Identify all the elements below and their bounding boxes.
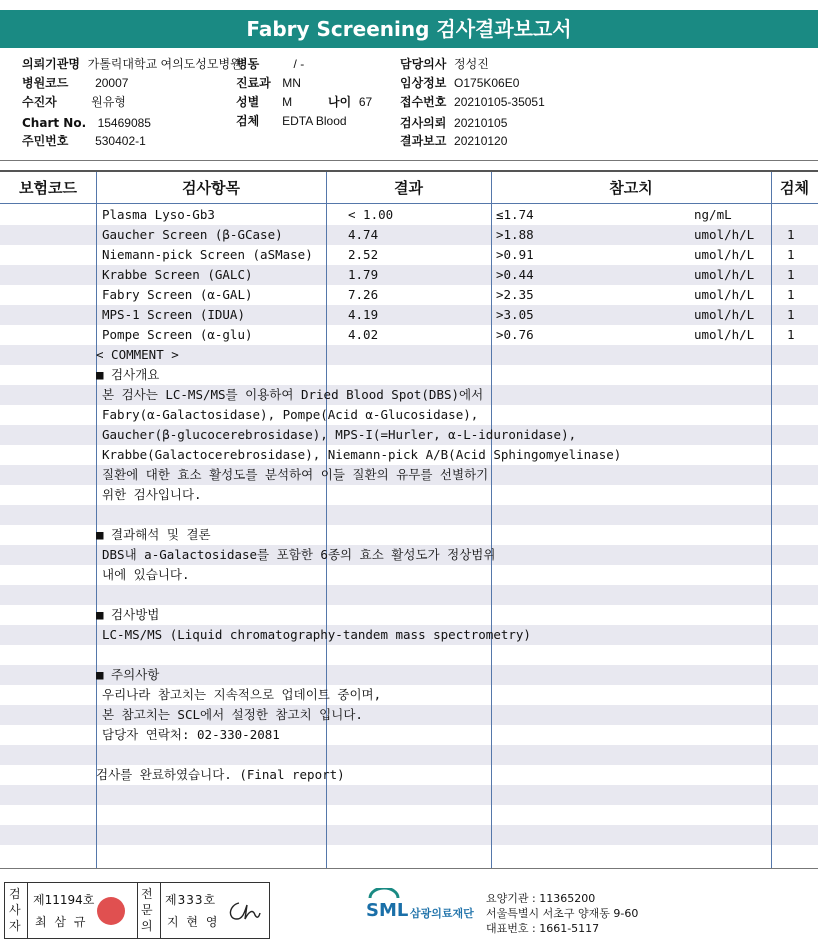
sig2-license-no: 제333호 [165, 893, 217, 907]
header-bottom-border [0, 203, 818, 204]
table-bottom-border [0, 868, 818, 869]
specimen-cell: 1 [787, 247, 795, 262]
sig2-label: 전문의 [141, 887, 153, 933]
comment-line: ■ 검사개요 [96, 367, 160, 382]
sig1-label: 검사자 [9, 887, 21, 933]
unit-cell: umol/h/L [694, 227, 755, 242]
request-date-row: 검사의뢰 20210105 [400, 116, 508, 130]
divider [0, 160, 818, 161]
doctor-row: 담당의사 정성진 [400, 57, 489, 71]
result-cell: < 1.00 [348, 207, 394, 222]
col-header-specimen: 검체 [780, 179, 809, 197]
comment-line: 본 참고치는 SCL에서 설정한 참고치 입니다. [102, 707, 363, 722]
row-stripe [0, 825, 818, 845]
org-abbreviation: SML [366, 900, 409, 921]
sig2-name: 지 현 영 [167, 915, 220, 929]
comment-line: Fabry(α-Galactosidase), Pompe(Acid α-Glucosidase), [102, 407, 479, 422]
signature-icon [225, 897, 261, 925]
specimen-cell: 1 [787, 227, 795, 242]
col-header-reference: 참고치 [609, 179, 653, 197]
comment-line: 우리나라 참고치는 지속적으로 업데이트 중이며, [102, 687, 382, 702]
comment-line: Gaucher(β-glucocerebrosidase), MPS-I(=Hurler, α-L-iduronidase), [102, 427, 577, 442]
result-cell: 4.19 [348, 307, 379, 322]
seal-stamp-icon [97, 897, 125, 925]
comment-line: 검사를 완료하였습니다. (Final report) [96, 767, 345, 782]
comment-line: DBS내 a-Galactosidase를 포함한 6종의 효소 활성도가 정상범위 [102, 547, 496, 562]
department-row: 진료과 MN [236, 76, 301, 90]
specimen-cell: 1 [787, 287, 795, 302]
comment-line: 담당자 연락처: 02-330-2081 [102, 727, 280, 742]
col-header-insurance-code: 보험코드 [19, 179, 77, 197]
reference-cell: >0.44 [496, 267, 534, 282]
reference-cell: ≤1.74 [496, 207, 534, 222]
phone: 대표번호 : 1661-5117 [486, 922, 600, 935]
comment-line: 질환에 대한 효소 활성도를 분석하여 이들 질환의 유무를 선별하기 [102, 467, 489, 482]
comment-line: 위한 검사입니다. [102, 487, 202, 502]
row-stripe [0, 805, 818, 825]
comment-line: ■ 검사방법 [96, 607, 160, 622]
row-stripe [0, 505, 818, 525]
report-title: Fabry Screening 검사결과보고서 [0, 10, 818, 48]
test-item-cell: Pompe Screen (α-glu) [102, 327, 253, 342]
age-row: 나이 67 [328, 95, 373, 109]
reference-cell: >3.05 [496, 307, 534, 322]
org-name: 삼광의료재단 [410, 907, 474, 920]
comment-line: < COMMENT > [96, 347, 179, 362]
comment-line: 내에 있습니다. [102, 567, 190, 582]
patient-name-row: 수진자 원유형 [22, 95, 126, 109]
unit-cell: ng/mL [694, 207, 732, 222]
unit-cell: umol/h/L [694, 287, 755, 302]
resident-no-row: 주민번호 530402-1 [22, 134, 146, 148]
specimen-row: 검체 EDTA Blood [236, 114, 347, 128]
test-item-cell: Gaucher Screen (β-GCase) [102, 227, 283, 242]
col-divider [96, 172, 97, 868]
result-cell: 7.26 [348, 287, 379, 302]
test-item-cell: Niemann-pick Screen (aSMase) [102, 247, 313, 262]
table-top-border [0, 170, 818, 172]
comment-line: ■ 결과해석 및 결론 [96, 527, 211, 542]
comment-line: ■ 주의사항 [96, 667, 160, 682]
hospital-code-row: 병원코드 20007 [22, 76, 129, 90]
reference-cell: >2.35 [496, 287, 534, 302]
col-divider [771, 172, 772, 868]
result-cell: 1.79 [348, 267, 379, 282]
chart-no-row: Chart No. 15469085 [22, 116, 151, 130]
sig1-license-no: 제11194호 [33, 893, 95, 907]
specimen-cell: 1 [787, 307, 795, 322]
reference-cell: >0.76 [496, 327, 534, 342]
address: 서울특별시 서초구 양재동 9-60 [486, 907, 639, 920]
test-item-cell: Krabbe Screen (GALC) [102, 267, 253, 282]
clinical-info-row: 임상정보 O175K06E0 [400, 76, 520, 90]
row-stripe [0, 645, 818, 665]
row-stripe [0, 785, 818, 805]
test-item-cell: Fabry Screen (α-GAL) [102, 287, 253, 302]
result-cell: 4.02 [348, 327, 379, 342]
report-date-row: 결과보고 20210120 [400, 134, 508, 148]
row-stripe [0, 585, 818, 605]
test-item-cell: Plasma Lyso-Gb3 [102, 207, 215, 222]
unit-cell: umol/h/L [694, 267, 755, 282]
reference-cell: >0.91 [496, 247, 534, 262]
row-stripe [0, 845, 818, 865]
ward-row: 병동 / - [236, 57, 305, 71]
col-header-result: 결과 [394, 179, 423, 197]
receipt-no-row: 접수번호 20210105-35051 [400, 95, 545, 109]
hospital-name-row: 의뢰기관명 가톨릭대학교 여의도성모병원 [22, 57, 242, 71]
comment-line: Krabbe(Galactocerebrosidase), Niemann-pick A/B(Acid Sphingomyelinase) [102, 447, 622, 462]
specimen-cell: 1 [787, 267, 795, 282]
comment-line: 본 검사는 LC-MS/MS를 이용하여 Dried Blood Spot(DBS)에서 [102, 387, 484, 402]
unit-cell: umol/h/L [694, 307, 755, 322]
sig1-name: 최 삼 규 [35, 915, 88, 929]
row-stripe [0, 745, 818, 765]
specimen-cell: 1 [787, 327, 795, 342]
result-cell: 2.52 [348, 247, 379, 262]
signature-box [4, 882, 270, 939]
col-divider [491, 172, 492, 868]
sex-row: 성별 M [236, 95, 293, 109]
unit-cell: umol/h/L [694, 327, 755, 342]
result-cell: 4.74 [348, 227, 379, 242]
col-header-test-item: 검사항목 [182, 179, 240, 197]
comment-line: LC-MS/MS (Liquid chromatography-tandem mass spectrometry) [102, 627, 531, 642]
col-divider [326, 172, 327, 868]
unit-cell: umol/h/L [694, 247, 755, 262]
reference-cell: >1.88 [496, 227, 534, 242]
institution-code: 요양기관 : 11365200 [486, 892, 596, 905]
test-item-cell: MPS-1 Screen (IDUA) [102, 307, 245, 322]
